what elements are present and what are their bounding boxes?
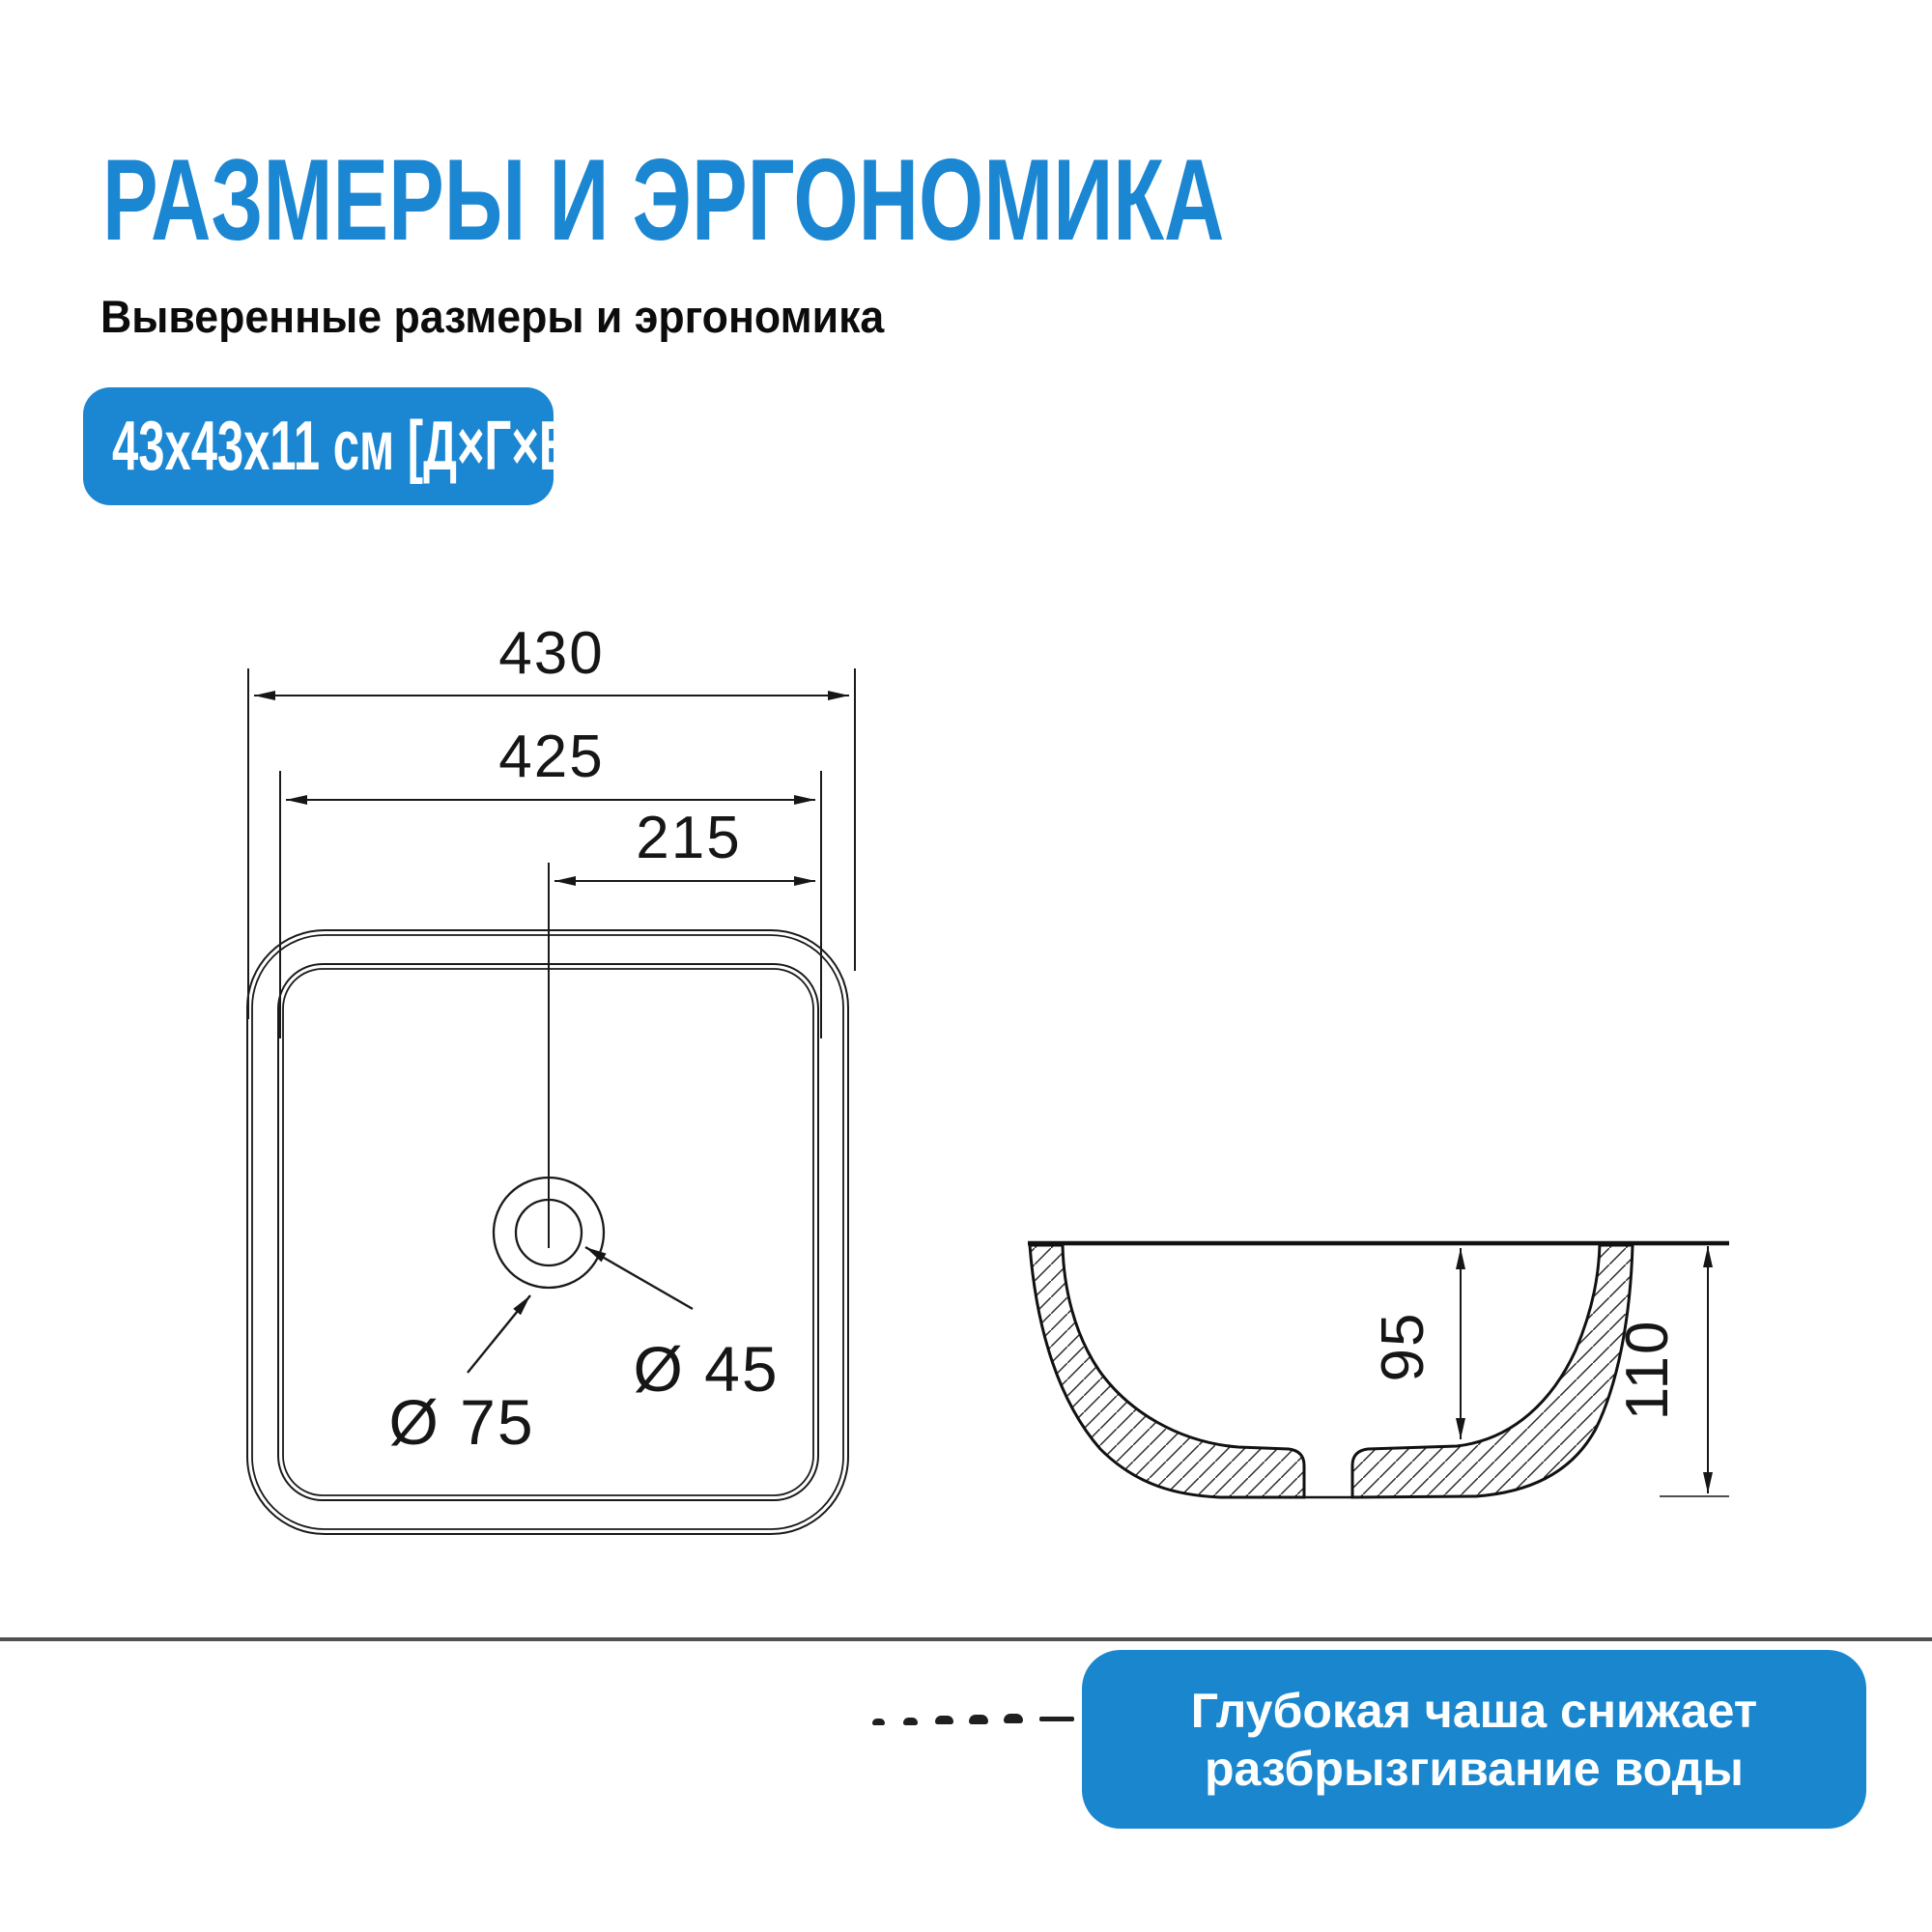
fragment-mark-dash xyxy=(1039,1717,1074,1721)
callout-text-line2: разбрызгивание воды xyxy=(1204,1741,1745,1796)
fragment-mark-arc xyxy=(1004,1714,1023,1723)
page-subtitle-text: Выверенные размеры и эргономика xyxy=(100,291,885,342)
dim-label-430: 430 xyxy=(498,620,605,687)
callout-text-line1: Глубокая чаша снижает xyxy=(1190,1683,1758,1738)
page-title-text: РАЗМЕРЫ И ЭРГОНОМИКА xyxy=(102,135,1225,265)
fragment-mark-dot xyxy=(872,1719,885,1725)
leader-d75 xyxy=(468,1295,530,1373)
dim-label-d45: Ø 45 xyxy=(633,1333,780,1405)
fragment-mark-arc xyxy=(935,1716,953,1724)
dim-label-95: 95 xyxy=(1370,1311,1436,1382)
bowl-wall-left-section xyxy=(1030,1245,1304,1497)
dim-label-d75: Ø 75 xyxy=(388,1386,535,1458)
dim-label-425: 425 xyxy=(498,724,605,790)
dim-label-110: 110 xyxy=(1614,1319,1681,1421)
fragment-mark-arc xyxy=(969,1715,988,1724)
dim-label-215: 215 xyxy=(636,805,742,871)
dimensions-badge-label: 43x43x11 см [Д×Г×В] xyxy=(112,408,589,485)
leader-d45 xyxy=(585,1247,693,1309)
deep-bowl-callout xyxy=(1082,1650,1866,1829)
fragment-mark-dot xyxy=(903,1718,918,1725)
